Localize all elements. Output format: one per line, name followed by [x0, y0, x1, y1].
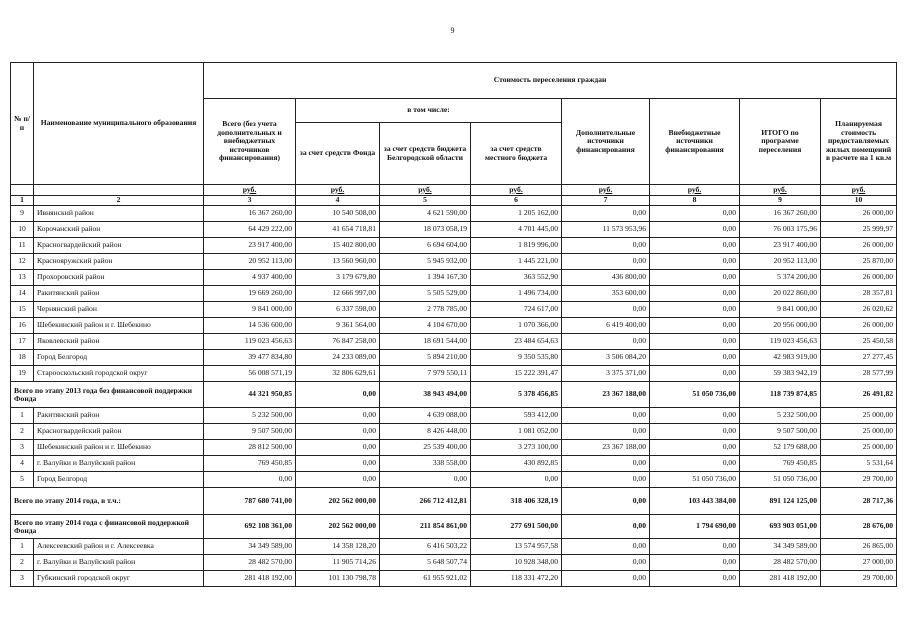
- amount-cell: 5 232 500,00: [204, 408, 296, 424]
- table-row: [11, 366, 897, 382]
- column-number: 6: [471, 196, 562, 206]
- amount-cell: 26 020,62: [821, 302, 897, 318]
- amount-cell: 28 482 570,00: [740, 555, 821, 571]
- amount-cell: 28 357,81: [821, 286, 897, 302]
- amount-cell: 0,00: [296, 408, 380, 424]
- amount-cell: 119 023 456,63: [204, 334, 296, 350]
- amount-cell: 5 505 529,00: [380, 286, 471, 302]
- header-fund: за счет средств Фонда: [296, 123, 380, 185]
- subtotal-label: Всего по этапу 2014 года с финансовой поддержкой Фонда: [11, 515, 204, 539]
- amount-cell: 26 000,00: [821, 206, 897, 222]
- row-index: 4: [11, 456, 34, 472]
- unit-cell: руб.: [296, 185, 380, 196]
- column-number: 3: [204, 196, 296, 206]
- unit-cell: руб.: [471, 185, 562, 196]
- amount-cell: 25 000,00: [821, 408, 897, 424]
- amount-cell: 20 956 000,00: [740, 318, 821, 334]
- municipality-name: Яковлевский район: [34, 334, 204, 350]
- amount-cell: 4 621 590,00: [380, 206, 471, 222]
- amount-cell: 0,00: [471, 472, 562, 488]
- amount-cell: 0,00: [380, 472, 471, 488]
- row-index: 17: [11, 334, 34, 350]
- column-number: 1: [11, 196, 34, 206]
- subtotal-value: 28 717,36: [821, 488, 897, 515]
- subtotal-value: 26 491,82: [821, 382, 897, 408]
- subtotal-value: 118 739 874,85: [740, 382, 821, 408]
- amount-cell: 3 375 371,00: [562, 366, 650, 382]
- header-total: Всего (без учета дополнительных и внебюджетных источников финансирования): [204, 99, 296, 185]
- amount-cell: 15 222 391,47: [471, 366, 562, 382]
- subtotal-value: 202 562 000,00: [296, 488, 380, 515]
- header-planned-cost: Планируемая стоимость предоставляемых жилых помещений в расчете на 1 кв.м: [821, 99, 897, 185]
- amount-cell: 76 003 175,96: [740, 222, 821, 238]
- column-number: 8: [650, 196, 740, 206]
- amount-cell: 25 999,97: [821, 222, 897, 238]
- amount-cell: 3 179 679,80: [296, 270, 380, 286]
- amount-cell: 26 865,00: [821, 539, 897, 555]
- subtotal-row: [11, 515, 897, 539]
- header-local: за счет средств местного бюджета: [471, 123, 562, 185]
- amount-cell: 16 367 260,00: [740, 206, 821, 222]
- subtotal-value: 103 443 384,00: [650, 488, 740, 515]
- row-index: 14: [11, 286, 34, 302]
- subtotal-value: 787 680 741,00: [204, 488, 296, 515]
- subtotal-value: 0,00: [562, 488, 650, 515]
- subtotal-value: 211 854 861,00: [380, 515, 471, 539]
- header-including: в том числе:: [296, 99, 562, 123]
- amount-cell: 0,00: [650, 424, 740, 440]
- unit-cell: руб.: [740, 185, 821, 196]
- amount-cell: 0,00: [650, 408, 740, 424]
- amount-cell: 0,00: [296, 424, 380, 440]
- amount-cell: 769 450,85: [740, 456, 821, 472]
- amount-cell: 0,00: [562, 206, 650, 222]
- amount-cell: 4 639 088,00: [380, 408, 471, 424]
- amount-cell: 0,00: [296, 472, 380, 488]
- municipality-name: г. Валуйки и Валуйский район: [34, 555, 204, 571]
- municipality-name: Краснояружский район: [34, 254, 204, 270]
- amount-cell: 5 945 932,00: [380, 254, 471, 270]
- amount-cell: 6 694 604,00: [380, 238, 471, 254]
- municipality-name: Шебекинский район и г. Шебекино: [34, 440, 204, 456]
- row-index: 10: [11, 222, 34, 238]
- amount-cell: 0,00: [562, 334, 650, 350]
- municipality-name: Красногвардейский район: [34, 424, 204, 440]
- amount-cell: 4 701 445,00: [471, 222, 562, 238]
- amount-cell: 0,00: [650, 286, 740, 302]
- amount-cell: 27 277,45: [821, 350, 897, 366]
- municipality-name: Красногвардейский район: [34, 238, 204, 254]
- table-row: [11, 350, 897, 366]
- table-row: [11, 302, 897, 318]
- amount-cell: 1 394 167,30: [380, 270, 471, 286]
- row-index: 19: [11, 366, 34, 382]
- row-index: 1: [11, 408, 34, 424]
- amount-cell: 26 000,00: [821, 238, 897, 254]
- amount-cell: 2 778 785,00: [380, 302, 471, 318]
- amount-cell: 10 540 508,00: [296, 206, 380, 222]
- amount-cell: 0,00: [562, 472, 650, 488]
- amount-cell: 0,00: [562, 456, 650, 472]
- amount-cell: 8 426 448,00: [380, 424, 471, 440]
- amount-cell: 25 870,00: [821, 254, 897, 270]
- table-row: [11, 472, 897, 488]
- table-row: [11, 456, 897, 472]
- row-index: 2: [11, 424, 34, 440]
- amount-cell: 23 917 400,00: [204, 238, 296, 254]
- page-number: 9: [450, 26, 455, 35]
- municipality-name: Чернянский район: [34, 302, 204, 318]
- units-row: [11, 185, 897, 196]
- column-numbers-row: [11, 196, 897, 206]
- header-municipality: Наименование муниципального образования: [34, 63, 204, 185]
- row-index: 15: [11, 302, 34, 318]
- table-row: [11, 334, 897, 350]
- amount-cell: 9 350 535,80: [471, 350, 562, 366]
- amount-cell: 0,00: [650, 270, 740, 286]
- table-row: [11, 206, 897, 222]
- amount-cell: 19 669 260,00: [204, 286, 296, 302]
- amount-cell: 0,00: [296, 456, 380, 472]
- amount-cell: 13 574 957,58: [471, 539, 562, 555]
- amount-cell: 12 666 997,00: [296, 286, 380, 302]
- amount-cell: 593 412,00: [471, 408, 562, 424]
- amount-cell: 9 361 564,00: [296, 318, 380, 334]
- unit-cell: руб.: [380, 185, 471, 196]
- amount-cell: 0,00: [650, 440, 740, 456]
- subtotal-value: 28 676,00: [821, 515, 897, 539]
- subtotal-value: 38 943 494,00: [380, 382, 471, 408]
- amount-cell: 0,00: [650, 318, 740, 334]
- amount-cell: 28 482 570,00: [204, 555, 296, 571]
- unit-cell: руб.: [204, 185, 296, 196]
- amount-cell: 52 179 688,00: [740, 440, 821, 456]
- amount-cell: 0,00: [562, 238, 650, 254]
- table-row: [11, 222, 897, 238]
- amount-cell: 6 337 598,00: [296, 302, 380, 318]
- amount-cell: 1 445 221,00: [471, 254, 562, 270]
- header-region: за счет средств бюджета Белгородской области: [380, 123, 471, 185]
- unit-cell: руб.: [821, 185, 897, 196]
- amount-cell: 338 558,00: [380, 456, 471, 472]
- amount-cell: 6 419 400,00: [562, 318, 650, 334]
- column-number: 10: [821, 196, 897, 206]
- amount-cell: 0,00: [562, 571, 650, 587]
- amount-cell: 64 429 222,00: [204, 222, 296, 238]
- amount-cell: 0,00: [562, 302, 650, 318]
- municipality-name: Губкинский городской округ: [34, 571, 204, 587]
- table-row: [11, 424, 897, 440]
- subtotal-value: 318 406 328,19: [471, 488, 562, 515]
- amount-cell: 34 349 589,00: [740, 539, 821, 555]
- amount-cell: 0,00: [204, 472, 296, 488]
- row-index: 2: [11, 555, 34, 571]
- column-number: 7: [562, 196, 650, 206]
- amount-cell: 0,00: [650, 334, 740, 350]
- municipality-name: Ракитянский район: [34, 286, 204, 302]
- amount-cell: 4 104 670,00: [380, 318, 471, 334]
- amount-cell: 5 894 210,00: [380, 350, 471, 366]
- municipality-name: Город Белгород: [34, 350, 204, 366]
- amount-cell: 0,00: [650, 366, 740, 382]
- amount-cell: 0,00: [650, 238, 740, 254]
- municipality-name: Прохоровский район: [34, 270, 204, 286]
- row-index: 12: [11, 254, 34, 270]
- amount-cell: 0,00: [650, 254, 740, 270]
- amount-cell: 9 507 500,00: [740, 424, 821, 440]
- subtotal-value: 51 050 736,00: [650, 382, 740, 408]
- row-index: 9: [11, 206, 34, 222]
- column-number: 2: [34, 196, 204, 206]
- amount-cell: 430 892,85: [471, 456, 562, 472]
- amount-cell: 0,00: [650, 571, 740, 587]
- amount-cell: 0,00: [650, 222, 740, 238]
- unit-cell: руб.: [650, 185, 740, 196]
- amount-cell: 118 331 472,20: [471, 571, 562, 587]
- amount-cell: 13 560 960,00: [296, 254, 380, 270]
- amount-cell: 25 000,00: [821, 424, 897, 440]
- row-index: 18: [11, 350, 34, 366]
- subtotal-value: 1 794 690,00: [650, 515, 740, 539]
- subtotal-value: 0,00: [296, 382, 380, 408]
- amount-cell: 27 000,00: [821, 555, 897, 571]
- amount-cell: 5 648 507,74: [380, 555, 471, 571]
- table-row: [11, 440, 897, 456]
- subtotal-value: 891 124 125,00: [740, 488, 821, 515]
- amount-cell: 0,00: [650, 206, 740, 222]
- table-row: [11, 408, 897, 424]
- amount-cell: 24 233 089,00: [296, 350, 380, 366]
- subtotal-value: 44 321 950,85: [204, 382, 296, 408]
- amount-cell: 9 841 000,00: [204, 302, 296, 318]
- amount-cell: 11 573 953,96: [562, 222, 650, 238]
- amount-cell: 3 273 100,00: [471, 440, 562, 456]
- unit-cell: руб.: [562, 185, 650, 196]
- amount-cell: 26 000,00: [821, 318, 897, 334]
- row-index: 16: [11, 318, 34, 334]
- subtotal-value: 693 903 051,00: [740, 515, 821, 539]
- header-itogo: ИТОГО по программе переселения: [740, 99, 821, 185]
- amount-cell: 281 418 192,00: [740, 571, 821, 587]
- amount-cell: 25 450,58: [821, 334, 897, 350]
- amount-cell: 42 983 919,00: [740, 350, 821, 366]
- amount-cell: 0,00: [562, 254, 650, 270]
- amount-cell: 28 812 500,00: [204, 440, 296, 456]
- amount-cell: 101 130 798,78: [296, 571, 380, 587]
- municipality-name: Ивнянский район: [34, 206, 204, 222]
- amount-cell: 23 484 654,63: [471, 334, 562, 350]
- amount-cell: 436 800,00: [562, 270, 650, 286]
- amount-cell: 281 418 192,00: [204, 571, 296, 587]
- table-row: [11, 254, 897, 270]
- amount-cell: 23 917 400,00: [740, 238, 821, 254]
- amount-cell: 15 402 800,00: [296, 238, 380, 254]
- amount-cell: 20 952 113,00: [204, 254, 296, 270]
- amount-cell: 119 023 456,63: [740, 334, 821, 350]
- amount-cell: 7 979 550,11: [380, 366, 471, 382]
- amount-cell: 18 691 544,00: [380, 334, 471, 350]
- amount-cell: 1 496 734,00: [471, 286, 562, 302]
- amount-cell: 51 050 736,00: [740, 472, 821, 488]
- amount-cell: 28 577,99: [821, 366, 897, 382]
- subtotal-label: Всего по этапу 2014 года, в т.ч.:: [11, 488, 204, 515]
- amount-cell: 10 928 348,00: [471, 555, 562, 571]
- row-index: 1: [11, 539, 34, 555]
- row-index: 3: [11, 571, 34, 587]
- resettlement-cost-table: [10, 62, 897, 587]
- municipality-name: Город Белгород: [34, 472, 204, 488]
- amount-cell: 0,00: [650, 555, 740, 571]
- amount-cell: 363 552,90: [471, 270, 562, 286]
- amount-cell: 0,00: [650, 350, 740, 366]
- amount-cell: 5 232 500,00: [740, 408, 821, 424]
- municipality-name: Ракитянский район: [34, 408, 204, 424]
- amount-cell: 61 955 921,02: [380, 571, 471, 587]
- column-number: 9: [740, 196, 821, 206]
- amount-cell: 3 506 084,20: [562, 350, 650, 366]
- amount-cell: 26 000,00: [821, 270, 897, 286]
- subtotal-value: 277 691 500,00: [471, 515, 562, 539]
- table-row: [11, 571, 897, 587]
- table-row: [11, 270, 897, 286]
- amount-cell: 0,00: [650, 456, 740, 472]
- municipality-name: г. Валуйки и Валуйский район: [34, 456, 204, 472]
- amount-cell: 0,00: [562, 555, 650, 571]
- amount-cell: 6 416 503,22: [380, 539, 471, 555]
- municipality-name: Корочанский район: [34, 222, 204, 238]
- subtotal-value: 202 562 000,00: [296, 515, 380, 539]
- subtotal-row: [11, 488, 897, 515]
- municipality-name: Алексеевский район и г. Алексеевка: [34, 539, 204, 555]
- amount-cell: 76 847 258,00: [296, 334, 380, 350]
- amount-cell: 56 008 571,19: [204, 366, 296, 382]
- subtotal-value: 266 712 412,81: [380, 488, 471, 515]
- amount-cell: 1 070 366,00: [471, 318, 562, 334]
- header-cost-group: Стоимость переселения граждан: [204, 63, 897, 99]
- amount-cell: 34 349 589,00: [204, 539, 296, 555]
- row-index: 11: [11, 238, 34, 254]
- header-no: № п/п: [11, 63, 34, 185]
- amount-cell: 51 050 736,00: [650, 472, 740, 488]
- subtotal-value: 0,00: [562, 515, 650, 539]
- table-row: [11, 318, 897, 334]
- amount-cell: 0,00: [562, 424, 650, 440]
- municipality-name: Шебекинский район и г. Шебекино: [34, 318, 204, 334]
- amount-cell: 353 600,00: [562, 286, 650, 302]
- amount-cell: 16 367 260,00: [204, 206, 296, 222]
- amount-cell: 769 450,85: [204, 456, 296, 472]
- amount-cell: 29 700,00: [821, 571, 897, 587]
- amount-cell: 20 022 860,00: [740, 286, 821, 302]
- row-index: 13: [11, 270, 34, 286]
- amount-cell: 39 477 834,80: [204, 350, 296, 366]
- amount-cell: 0,00: [562, 408, 650, 424]
- amount-cell: 20 952 113,00: [740, 254, 821, 270]
- subtotal-value: 23 367 188,00: [562, 382, 650, 408]
- table-row: [11, 238, 897, 254]
- table-row: [11, 555, 897, 571]
- amount-cell: 5 531,64: [821, 456, 897, 472]
- amount-cell: 1 819 996,00: [471, 238, 562, 254]
- row-index: 5: [11, 472, 34, 488]
- header-offbudget: Внебюджетные источники финансирования: [650, 99, 740, 185]
- amount-cell: 9 507 500,00: [204, 424, 296, 440]
- amount-cell: 9 841 000,00: [740, 302, 821, 318]
- subtotal-row: [11, 382, 897, 408]
- amount-cell: 724 617,00: [471, 302, 562, 318]
- amount-cell: 14 358 128,20: [296, 539, 380, 555]
- header-additional: Дополнительные источники финансирования: [562, 99, 650, 185]
- amount-cell: 4 937 400,00: [204, 270, 296, 286]
- subtotal-value: 5 378 456,85: [471, 382, 562, 408]
- amount-cell: 0,00: [650, 539, 740, 555]
- table-row: [11, 286, 897, 302]
- amount-cell: 14 536 600,00: [204, 318, 296, 334]
- amount-cell: 5 374 200,00: [740, 270, 821, 286]
- amount-cell: 59 383 942,19: [740, 366, 821, 382]
- amount-cell: 11 905 714,26: [296, 555, 380, 571]
- table-row: [11, 539, 897, 555]
- column-number: 4: [296, 196, 380, 206]
- amount-cell: 0,00: [562, 539, 650, 555]
- row-index: 3: [11, 440, 34, 456]
- amount-cell: 23 367 188,00: [562, 440, 650, 456]
- subtotal-value: 692 108 361,00: [204, 515, 296, 539]
- municipality-name: Старооскольский городской округ: [34, 366, 204, 382]
- amount-cell: 0,00: [296, 440, 380, 456]
- amount-cell: 29 700,00: [821, 472, 897, 488]
- amount-cell: 41 654 718,81: [296, 222, 380, 238]
- amount-cell: 1 205 162,00: [471, 206, 562, 222]
- column-number: 5: [380, 196, 471, 206]
- amount-cell: 32 806 629,61: [296, 366, 380, 382]
- amount-cell: 0,00: [650, 302, 740, 318]
- amount-cell: 25 539 400,00: [380, 440, 471, 456]
- amount-cell: 1 081 052,00: [471, 424, 562, 440]
- subtotal-label: Всего по этапу 2013 года без финансовой поддержки Фонда: [11, 382, 204, 408]
- amount-cell: 18 073 058,19: [380, 222, 471, 238]
- amount-cell: 25 000,00: [821, 440, 897, 456]
